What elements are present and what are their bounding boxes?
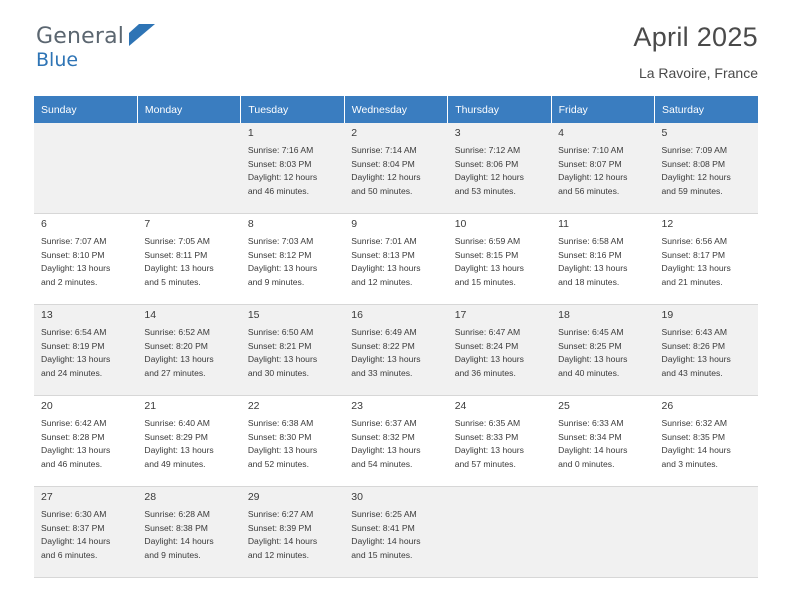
day-number: 21 <box>144 400 157 412</box>
day-detail-line: Daylight: 13 hours <box>144 354 214 365</box>
day-detail-line: Sunrise: 7:09 AM <box>661 144 727 155</box>
calendar-day-cell[interactable] <box>241 305 344 396</box>
day-details <box>248 235 337 291</box>
day-detail-line: Sunrise: 7:03 AM <box>247 235 314 246</box>
day-detail-line: Sunrise: 7:01 AM <box>351 235 417 246</box>
day-detail-line: Daylight: 13 hours <box>454 354 524 365</box>
calendar-body <box>34 123 758 578</box>
day-detail-line: and 6 minutes. <box>41 550 98 561</box>
day-number: 14 <box>144 309 157 321</box>
day-details <box>41 417 130 473</box>
day-detail-line: and 40 minutes. <box>558 368 620 379</box>
day-detail-line: and 5 minutes. <box>144 277 201 288</box>
day-detail-line: and 49 minutes. <box>144 459 206 470</box>
day-details <box>248 326 337 382</box>
day-detail-line: Sunrise: 6:30 AM <box>41 508 107 519</box>
day-number: 1 <box>247 127 254 139</box>
day-detail-line: Sunrise: 6:54 AM <box>41 326 107 337</box>
day-detail-line: Sunset: 8:26 PM <box>661 340 726 351</box>
calendar-day-cell[interactable] <box>448 396 551 487</box>
day-number: 8 <box>247 218 254 230</box>
day-details <box>41 326 130 382</box>
calendar-day-cell[interactable] <box>551 396 654 487</box>
calendar-day-cell[interactable] <box>344 487 447 578</box>
calendar-day-cell[interactable] <box>137 487 240 578</box>
day-detail-line: and 50 minutes. <box>351 186 413 197</box>
day-details <box>351 144 440 200</box>
day-details <box>248 144 337 200</box>
day-details <box>248 508 337 564</box>
calendar-day-cell[interactable] <box>551 123 654 214</box>
calendar-day-cell[interactable] <box>241 123 344 214</box>
day-detail-line: Sunrise: 7:16 AM <box>247 144 314 155</box>
day-detail-line: Sunset: 8:16 PM <box>558 249 622 260</box>
day-detail-line: Daylight: 13 hours <box>144 445 214 456</box>
day-detail-line: Daylight: 14 hours <box>661 445 731 456</box>
day-detail-line: Sunrise: 6:50 AM <box>247 326 314 337</box>
day-detail-line: Sunrise: 6:52 AM <box>144 326 210 337</box>
weekday-header-wednesday: Wednesday <box>344 96 447 123</box>
calendar-day-cell[interactable] <box>448 214 551 305</box>
day-detail-line: and 57 minutes. <box>454 459 516 470</box>
calendar-table <box>34 96 758 578</box>
day-detail-line: Sunset: 8:25 PM <box>558 340 622 351</box>
day-number: 10 <box>454 218 467 230</box>
day-detail-line: Sunset: 8:39 PM <box>247 522 312 533</box>
day-detail-line: Sunset: 8:32 PM <box>351 431 415 442</box>
weekday-header-saturday: Saturday <box>655 96 758 123</box>
day-detail-line: Daylight: 13 hours <box>661 263 731 274</box>
day-detail-line: Sunrise: 6:35 AM <box>454 417 521 428</box>
day-detail-line: Sunset: 8:12 PM <box>247 249 312 260</box>
calendar-empty-cell <box>448 487 551 578</box>
day-detail-line: Sunrise: 6:37 AM <box>351 417 417 428</box>
calendar-week-row <box>34 305 758 396</box>
calendar-day-cell[interactable] <box>551 214 654 305</box>
day-detail-line: Sunrise: 6:42 AM <box>41 417 107 428</box>
weekday-header-tuesday: Tuesday <box>241 96 344 123</box>
day-detail-line: Daylight: 13 hours <box>41 354 111 365</box>
day-detail-line: Sunset: 8:28 PM <box>41 431 105 442</box>
day-number: 18 <box>558 309 570 321</box>
calendar-day-cell[interactable] <box>34 305 137 396</box>
day-detail-line: Sunrise: 6:58 AM <box>558 235 624 246</box>
day-detail-line: Sunset: 8:13 PM <box>351 249 415 260</box>
day-details <box>248 417 337 473</box>
calendar-day-cell[interactable] <box>655 396 758 487</box>
day-detail-line: Sunset: 8:21 PM <box>247 340 312 351</box>
calendar-empty-cell <box>137 123 240 214</box>
day-detail-line: and 59 minutes. <box>661 186 723 197</box>
day-detail-line: Daylight: 12 hours <box>558 172 628 183</box>
day-number: 27 <box>41 491 53 503</box>
day-details <box>455 235 544 291</box>
calendar-day-cell[interactable] <box>448 305 551 396</box>
calendar-day-cell[interactable] <box>344 396 447 487</box>
calendar-day-cell[interactable] <box>137 396 240 487</box>
day-detail-line: Sunrise: 6:25 AM <box>351 508 417 519</box>
day-details <box>144 326 233 382</box>
day-detail-line: Sunset: 8:38 PM <box>144 522 208 533</box>
day-detail-line: Daylight: 14 hours <box>247 536 318 547</box>
day-detail-line: Daylight: 14 hours <box>558 445 628 456</box>
weekday-header-sunday: Sunday <box>34 96 137 123</box>
day-detail-line: Sunset: 8:10 PM <box>41 249 105 260</box>
day-detail-line: and 0 minutes. <box>558 459 615 470</box>
day-detail-line: Sunset: 8:30 PM <box>247 431 312 442</box>
day-detail-line: Sunset: 8:06 PM <box>454 158 519 169</box>
day-number: 11 <box>558 218 570 230</box>
day-number: 3 <box>454 127 461 139</box>
day-detail-line: Daylight: 14 hours <box>41 536 111 547</box>
calendar-day-cell[interactable] <box>655 123 758 214</box>
day-detail-line: Sunrise: 6:33 AM <box>558 417 624 428</box>
day-detail-line: Daylight: 12 hours <box>247 172 318 183</box>
page-header <box>34 0 758 96</box>
day-detail-line: Sunrise: 6:43 AM <box>661 326 727 337</box>
day-detail-line: Sunset: 8:29 PM <box>144 431 208 442</box>
day-detail-line: Sunrise: 7:10 AM <box>558 144 624 155</box>
day-detail-line: and 43 minutes. <box>661 368 723 379</box>
day-detail-line: Sunrise: 6:28 AM <box>144 508 210 519</box>
day-details <box>662 417 751 473</box>
page-title: April 2025 <box>633 22 758 52</box>
day-detail-line: and 9 minutes. <box>144 550 201 561</box>
weekday-header-monday: Monday <box>137 96 240 123</box>
day-detail-line: Sunset: 8:17 PM <box>661 249 726 260</box>
day-details <box>144 235 233 291</box>
day-number: 28 <box>144 491 157 503</box>
day-number: 2 <box>351 127 358 139</box>
location-label: La Ravoire, France <box>638 65 758 81</box>
day-number: 6 <box>41 218 47 230</box>
day-details <box>558 417 647 473</box>
day-detail-line: and 54 minutes. <box>351 459 413 470</box>
day-detail-line: Daylight: 14 hours <box>144 536 214 547</box>
weekday-header-thursday: Thursday <box>448 96 551 123</box>
day-details <box>558 144 647 200</box>
calendar-day-cell[interactable] <box>241 214 344 305</box>
calendar-day-cell[interactable] <box>655 214 758 305</box>
day-detail-line: Sunrise: 6:27 AM <box>247 508 314 519</box>
calendar-day-cell[interactable] <box>551 305 654 396</box>
day-number: 4 <box>558 127 564 139</box>
day-detail-line: Daylight: 13 hours <box>661 354 731 365</box>
day-details <box>455 417 544 473</box>
day-details <box>41 235 130 291</box>
day-detail-line: and 18 minutes. <box>558 277 620 288</box>
brand-logo <box>36 26 124 70</box>
day-details <box>558 235 647 291</box>
day-number: 7 <box>144 218 151 230</box>
day-detail-line: Daylight: 13 hours <box>41 263 111 274</box>
day-details <box>455 144 544 200</box>
day-number: 13 <box>41 309 53 321</box>
day-detail-line: Sunrise: 7:05 AM <box>144 235 210 246</box>
day-details <box>41 508 130 564</box>
day-number: 29 <box>247 491 260 503</box>
calendar-day-cell[interactable] <box>344 214 447 305</box>
day-detail-line: Sunrise: 6:32 AM <box>661 417 727 428</box>
day-number: 20 <box>41 400 53 412</box>
day-detail-line: Sunrise: 6:38 AM <box>247 417 314 428</box>
calendar-empty-cell <box>34 123 137 214</box>
calendar-day-cell[interactable] <box>34 487 137 578</box>
day-detail-line: Daylight: 12 hours <box>661 172 731 183</box>
calendar-day-cell[interactable] <box>34 214 137 305</box>
calendar-day-cell[interactable] <box>241 487 344 578</box>
day-number: 16 <box>351 309 363 321</box>
day-detail-line: and 9 minutes. <box>247 277 305 288</box>
day-detail-line: Daylight: 13 hours <box>247 445 318 456</box>
day-number: 22 <box>247 400 260 412</box>
day-detail-line: Daylight: 13 hours <box>351 263 421 274</box>
calendar-day-cell[interactable] <box>344 123 447 214</box>
day-details <box>662 326 751 382</box>
day-number: 17 <box>454 309 467 321</box>
calendar-day-cell[interactable] <box>241 396 344 487</box>
day-detail-line: Sunrise: 7:14 AM <box>351 144 417 155</box>
day-detail-line: and 46 minutes. <box>41 459 103 470</box>
day-details <box>351 508 440 564</box>
day-detail-line: and 30 minutes. <box>247 368 309 379</box>
day-detail-line: Sunset: 8:20 PM <box>144 340 208 351</box>
day-detail-line: and 52 minutes. <box>247 459 309 470</box>
day-detail-line: Sunset: 8:08 PM <box>661 158 726 169</box>
day-detail-line: Daylight: 13 hours <box>558 354 628 365</box>
day-detail-line: Sunrise: 6:40 AM <box>144 417 210 428</box>
day-detail-line: Daylight: 13 hours <box>454 445 524 456</box>
day-number: 12 <box>661 218 674 230</box>
day-detail-line: Sunrise: 6:47 AM <box>454 326 521 337</box>
weekday-header-friday: Friday <box>551 96 654 123</box>
day-detail-line: Sunset: 8:35 PM <box>661 431 726 442</box>
day-details <box>144 417 233 473</box>
day-detail-line: Daylight: 13 hours <box>247 354 318 365</box>
calendar-day-cell[interactable] <box>448 123 551 214</box>
day-detail-line: Sunset: 8:03 PM <box>247 158 312 169</box>
day-detail-line: and 46 minutes. <box>247 186 309 197</box>
day-detail-line: Sunset: 8:41 PM <box>351 522 415 533</box>
day-number: 25 <box>558 400 570 412</box>
brand-name-bottom: Blue <box>36 49 79 71</box>
calendar-day-cell[interactable] <box>34 396 137 487</box>
day-details <box>455 326 544 382</box>
day-detail-line: Daylight: 13 hours <box>558 263 628 274</box>
weekday-header-row <box>34 96 758 123</box>
day-number: 9 <box>351 218 358 230</box>
day-detail-line: Daylight: 12 hours <box>454 172 524 183</box>
day-detail-line: Daylight: 13 hours <box>454 263 524 274</box>
day-details <box>662 144 751 200</box>
day-detail-line: and 24 minutes. <box>41 368 103 379</box>
day-detail-line: Sunrise: 6:56 AM <box>661 235 727 246</box>
calendar-day-cell[interactable] <box>137 214 240 305</box>
day-detail-line: and 53 minutes. <box>454 186 516 197</box>
calendar-day-cell[interactable] <box>137 305 240 396</box>
day-details <box>558 326 647 382</box>
day-detail-line: and 33 minutes. <box>351 368 413 379</box>
day-detail-line: Sunset: 8:07 PM <box>558 158 622 169</box>
day-detail-line: and 15 minutes. <box>454 277 516 288</box>
day-detail-line: and 2 minutes. <box>41 277 98 288</box>
calendar-empty-cell <box>551 487 654 578</box>
calendar-empty-cell <box>655 487 758 578</box>
calendar-week-row <box>34 123 758 214</box>
day-details <box>144 508 233 564</box>
day-details <box>351 326 440 382</box>
day-detail-line: Daylight: 14 hours <box>351 536 421 547</box>
day-detail-line: Sunrise: 6:49 AM <box>351 326 417 337</box>
day-detail-line: and 3 minutes. <box>661 459 718 470</box>
day-details <box>351 235 440 291</box>
day-number: 5 <box>661 127 668 139</box>
day-detail-line: Daylight: 13 hours <box>144 263 214 274</box>
day-number: 19 <box>661 309 674 321</box>
calendar-day-cell[interactable] <box>344 305 447 396</box>
day-number: 23 <box>351 400 363 412</box>
day-detail-line: Daylight: 13 hours <box>247 263 318 274</box>
day-detail-line: and 21 minutes. <box>661 277 723 288</box>
brand-name-top: General <box>36 24 125 49</box>
calendar-week-row <box>34 487 758 578</box>
day-detail-line: Sunrise: 6:59 AM <box>454 235 521 246</box>
day-number: 15 <box>247 309 260 321</box>
day-detail-line: Sunset: 8:33 PM <box>454 431 519 442</box>
day-detail-line: and 12 minutes. <box>351 277 413 288</box>
day-detail-line: Sunrise: 7:07 AM <box>41 235 107 246</box>
flag-icon-highlight <box>129 24 139 33</box>
calendar-week-row <box>34 396 758 487</box>
day-number: 30 <box>351 491 363 503</box>
title-block <box>633 22 758 81</box>
day-details <box>351 417 440 473</box>
day-detail-line: Sunset: 8:34 PM <box>558 431 622 442</box>
day-detail-line: Daylight: 13 hours <box>351 354 421 365</box>
day-detail-line: Sunset: 8:22 PM <box>351 340 415 351</box>
day-detail-line: and 56 minutes. <box>558 186 620 197</box>
day-detail-line: and 27 minutes. <box>144 368 206 379</box>
calendar-week-row <box>34 214 758 305</box>
day-detail-line: Sunrise: 6:45 AM <box>558 326 624 337</box>
day-detail-line: Daylight: 13 hours <box>41 445 111 456</box>
day-details <box>662 235 751 291</box>
day-detail-line: Daylight: 12 hours <box>351 172 421 183</box>
calendar-day-cell[interactable] <box>655 305 758 396</box>
day-detail-line: Sunset: 8:11 PM <box>144 249 208 260</box>
day-number: 24 <box>454 400 467 412</box>
day-detail-line: and 36 minutes. <box>454 368 516 379</box>
day-detail-line: Sunset: 8:19 PM <box>41 340 105 351</box>
day-number: 26 <box>661 400 674 412</box>
day-detail-line: and 15 minutes. <box>351 550 413 561</box>
day-detail-line: and 12 minutes. <box>247 550 309 561</box>
day-detail-line: Daylight: 13 hours <box>351 445 421 456</box>
day-detail-line: Sunset: 8:04 PM <box>351 158 415 169</box>
day-detail-line: Sunrise: 7:12 AM <box>454 144 521 155</box>
day-detail-line: Sunset: 8:24 PM <box>454 340 519 351</box>
day-detail-line: Sunset: 8:37 PM <box>41 522 105 533</box>
day-detail-line: Sunset: 8:15 PM <box>454 249 519 260</box>
